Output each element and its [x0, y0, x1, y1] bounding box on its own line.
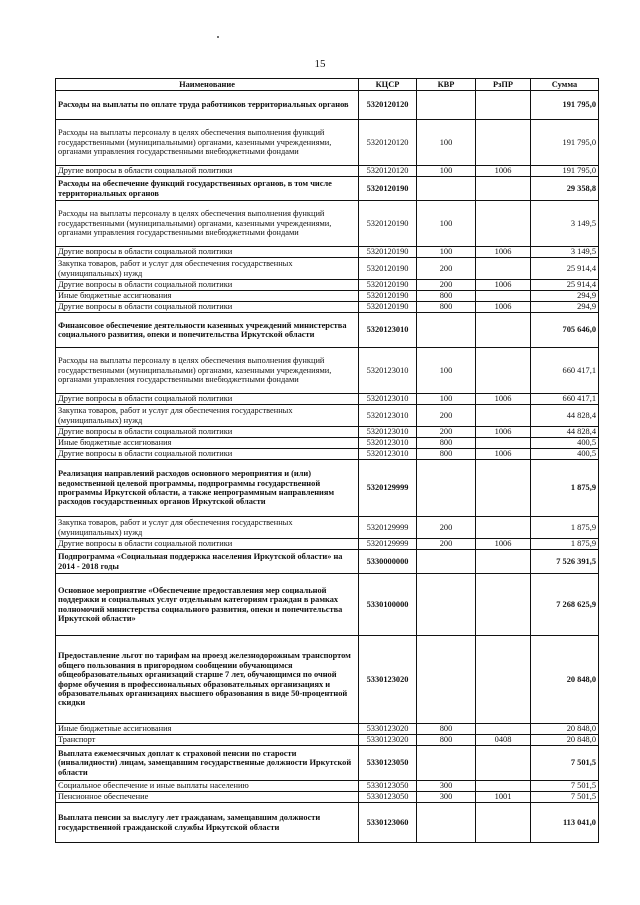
- cell-name: Выплата пенсии за выслугу лет гражданам, замещавшим должности государственной гражданской службы Иркутской области: [56, 803, 359, 843]
- table-row: [56, 394, 599, 405]
- cell-kvr: 800: [417, 291, 476, 302]
- cell-rzpr: 1006: [476, 449, 531, 460]
- table-body: [56, 91, 599, 843]
- cell-kvr: 100: [417, 348, 476, 394]
- cell-kcsr: 5320120190: [359, 177, 417, 201]
- cell-sum: 29 358,8: [531, 177, 599, 201]
- cell-kcsr: 5320123010: [359, 348, 417, 394]
- cell-name: Иные бюджетные ассигнования: [56, 724, 359, 735]
- cell-rzpr: [476, 348, 531, 394]
- cell-kcsr: 5320120190: [359, 280, 417, 291]
- table-row: [56, 735, 599, 746]
- header-kcsr: КЦСР: [359, 79, 417, 91]
- cell-rzpr: 1006: [476, 280, 531, 291]
- table-row: [56, 449, 599, 460]
- cell-name: Подпрограмма «Социальная поддержка населения Иркутской области» на 2014 - 2018 годы: [56, 550, 359, 574]
- cell-sum: 400,5: [531, 438, 599, 449]
- cell-name: Расходы на выплаты персоналу в целях обеспечения выполнения функций государственными (муниципальными) органами, казенными учреждениями, органами управления государственными внебюджетными фондами: [56, 120, 359, 166]
- cell-name: Расходы на обеспечение функций государственных органов, в том числе территориальных органов: [56, 177, 359, 201]
- cell-kcsr: 5320120120: [359, 120, 417, 166]
- cell-kvr: [417, 803, 476, 843]
- cell-kcsr: 5320129999: [359, 460, 417, 517]
- cell-name: Реализация направлений расходов основного мероприятия и (или) ведомственной целевой программы, подпрограммы государственной программы Иркутской области, а также непрограммным направлениям расходов государственных органов Иркутской области: [56, 460, 359, 517]
- cell-kcsr: 5320120190: [359, 247, 417, 258]
- table-row: [56, 460, 599, 517]
- table-row: [56, 302, 599, 313]
- cell-kcsr: 5330123060: [359, 803, 417, 843]
- table-row: [56, 574, 599, 636]
- cell-name: Другие вопросы в области социальной политики: [56, 302, 359, 313]
- cell-sum: 705 646,0: [531, 313, 599, 348]
- table-row: [56, 348, 599, 394]
- cell-kvr: 800: [417, 302, 476, 313]
- cell-name: Социальное обеспечение и иные выплаты населению: [56, 781, 359, 792]
- table-row: [56, 201, 599, 247]
- table-row: [56, 550, 599, 574]
- cell-kcsr: 5330123020: [359, 724, 417, 735]
- cell-name: Транспорт: [56, 735, 359, 746]
- cell-rzpr: [476, 460, 531, 517]
- cell-sum: 7 526 391,5: [531, 550, 599, 574]
- cell-kvr: [417, 91, 476, 120]
- cell-sum: 20 848,0: [531, 724, 599, 735]
- cell-kvr: 200: [417, 405, 476, 427]
- cell-kcsr: 5330123050: [359, 781, 417, 792]
- cell-rzpr: [476, 550, 531, 574]
- cell-name: Выплата ежемесячных доплат к страховой пенсии по старости (инвалидности) лицам, замещавшим государственные должности Иркутской области: [56, 746, 359, 781]
- cell-kcsr: 5320120190: [359, 201, 417, 247]
- cell-kcsr: 5320120120: [359, 166, 417, 177]
- table-row: [56, 517, 599, 539]
- cell-name: Основное мероприятие «Обеспечение предоставления мер социальной поддержки и социальных услуг отдельным категориям граждан в рамках полномочий министерства социального развития, опеки и попечительства Иркутской области»: [56, 574, 359, 636]
- header-sum: Сумма: [531, 79, 599, 91]
- cell-kvr: 200: [417, 258, 476, 280]
- table-row: [56, 724, 599, 735]
- cell-rzpr: [476, 405, 531, 427]
- cell-rzpr: 1006: [476, 394, 531, 405]
- cell-sum: 7 501,5: [531, 746, 599, 781]
- cell-rzpr: [476, 313, 531, 348]
- cell-sum: 44 828,4: [531, 405, 599, 427]
- cell-kcsr: 5320120120: [359, 91, 417, 120]
- cell-rzpr: [476, 438, 531, 449]
- cell-sum: 400,5: [531, 449, 599, 460]
- cell-name: Закупка товаров, работ и услуг для обеспечения государственных (муниципальных) нужд: [56, 517, 359, 539]
- cell-kcsr: 5320123010: [359, 313, 417, 348]
- cell-sum: 25 914,4: [531, 258, 599, 280]
- cell-name: Другие вопросы в области социальной политики: [56, 427, 359, 438]
- table-row: [56, 247, 599, 258]
- cell-kvr: 300: [417, 792, 476, 803]
- cell-kcsr: 5320123010: [359, 394, 417, 405]
- cell-name: Другие вопросы в области социальной политики: [56, 280, 359, 291]
- cell-name: Другие вопросы в области социальной политики: [56, 539, 359, 550]
- cell-sum: 191 795,0: [531, 91, 599, 120]
- cell-rzpr: [476, 781, 531, 792]
- cell-rzpr: [476, 746, 531, 781]
- table-row: [56, 438, 599, 449]
- table-row: [56, 746, 599, 781]
- cell-sum: 1 875,9: [531, 539, 599, 550]
- cell-sum: 20 848,0: [531, 735, 599, 746]
- cell-sum: 25 914,4: [531, 280, 599, 291]
- cell-kvr: [417, 574, 476, 636]
- cell-sum: 113 041,0: [531, 803, 599, 843]
- table-row: [56, 280, 599, 291]
- table-row: [56, 803, 599, 843]
- cell-kvr: [417, 550, 476, 574]
- cell-sum: 191 795,0: [531, 120, 599, 166]
- table-row: [56, 258, 599, 280]
- cell-kcsr: 5320120190: [359, 291, 417, 302]
- cell-kcsr: 5320120190: [359, 302, 417, 313]
- table-header-row: [56, 79, 599, 91]
- cell-kvr: 200: [417, 517, 476, 539]
- cell-rzpr: [476, 177, 531, 201]
- table-row: [56, 636, 599, 724]
- table-row: [56, 792, 599, 803]
- cell-kvr: 300: [417, 781, 476, 792]
- cell-sum: 294,9: [531, 302, 599, 313]
- cell-sum: 7 501,5: [531, 792, 599, 803]
- header-rzpr: РзПР: [476, 79, 531, 91]
- cell-sum: 7 268 625,9: [531, 574, 599, 636]
- cell-kvr: 200: [417, 539, 476, 550]
- cell-sum: 294,9: [531, 291, 599, 302]
- cell-rzpr: [476, 120, 531, 166]
- cell-kvr: 800: [417, 449, 476, 460]
- cell-rzpr: 0408: [476, 735, 531, 746]
- cell-rzpr: 1006: [476, 166, 531, 177]
- table-row: [56, 539, 599, 550]
- cell-kcsr: 5320120190: [359, 258, 417, 280]
- table-row: [56, 177, 599, 201]
- cell-kvr: [417, 460, 476, 517]
- cell-name: Закупка товаров, работ и услуг для обеспечения государственных (муниципальных) нужд: [56, 405, 359, 427]
- cell-rzpr: [476, 91, 531, 120]
- cell-rzpr: 1001: [476, 792, 531, 803]
- cell-kvr: 100: [417, 166, 476, 177]
- cell-kvr: [417, 177, 476, 201]
- cell-name: Другие вопросы в области социальной политики: [56, 449, 359, 460]
- table-row: [56, 166, 599, 177]
- cell-kcsr: 5320129999: [359, 539, 417, 550]
- cell-name: Другие вопросы в области социальной политики: [56, 166, 359, 177]
- header-name: Наименование: [56, 79, 359, 91]
- cell-kvr: [417, 636, 476, 724]
- cell-sum: 660 417,1: [531, 394, 599, 405]
- cell-sum: 20 848,0: [531, 636, 599, 724]
- cell-name: Пенсионное обеспечение: [56, 792, 359, 803]
- budget-table: [55, 78, 599, 843]
- cell-kvr: 800: [417, 438, 476, 449]
- cell-kvr: 100: [417, 247, 476, 258]
- cell-rzpr: [476, 291, 531, 302]
- cell-sum: 191 795,0: [531, 166, 599, 177]
- cell-kvr: 800: [417, 724, 476, 735]
- cell-kcsr: 5320123010: [359, 449, 417, 460]
- cell-kcsr: 5330123020: [359, 735, 417, 746]
- table-row: [56, 405, 599, 427]
- cell-rzpr: [476, 574, 531, 636]
- cell-kvr: 200: [417, 280, 476, 291]
- cell-kvr: 200: [417, 427, 476, 438]
- page-number: 15: [314, 58, 326, 70]
- cell-rzpr: 1006: [476, 302, 531, 313]
- table-row: [56, 91, 599, 120]
- cell-name: Иные бюджетные ассигнования: [56, 438, 359, 449]
- scan-speck: [217, 36, 219, 38]
- cell-kcsr: 5320123010: [359, 427, 417, 438]
- cell-rzpr: [476, 803, 531, 843]
- cell-rzpr: 1006: [476, 247, 531, 258]
- table-row: [56, 291, 599, 302]
- table-row: [56, 427, 599, 438]
- cell-kcsr: 5330123050: [359, 746, 417, 781]
- cell-kvr: [417, 313, 476, 348]
- cell-name: Предоставление льгот по тарифам на проезд железнодорожным транспортом общего пользования в пригородном сообщении обучающимся общеобразовательных организаций старше 7 лет, обучающимся по очной форме обучения в профессиональных образовательных организациях и образовательных организациях высшего образования в виде 50-процентной скидки: [56, 636, 359, 724]
- cell-rzpr: 1006: [476, 539, 531, 550]
- cell-kvr: 100: [417, 201, 476, 247]
- cell-kcsr: 5330100000: [359, 574, 417, 636]
- cell-kcsr: 5330000000: [359, 550, 417, 574]
- cell-rzpr: 1006: [476, 427, 531, 438]
- cell-kcsr: 5320123010: [359, 438, 417, 449]
- cell-kcsr: 5320129999: [359, 517, 417, 539]
- cell-name: Закупка товаров, работ и услуг для обеспечения государственных (муниципальных) нужд: [56, 258, 359, 280]
- cell-name: Расходы на выплаты персоналу в целях обеспечения выполнения функций государственными (муниципальными) органами, казенными учреждениями, органами управления государственными внебюджетными фондами: [56, 348, 359, 394]
- cell-sum: 1 875,9: [531, 460, 599, 517]
- cell-kcsr: 5330123020: [359, 636, 417, 724]
- cell-rzpr: [476, 258, 531, 280]
- cell-kvr: 800: [417, 735, 476, 746]
- cell-sum: 1 875,9: [531, 517, 599, 539]
- cell-name: Финансовое обеспечение деятельности казенных учреждений министерства социального развития, опеки и попечительства Иркутской области: [56, 313, 359, 348]
- table-row: [56, 781, 599, 792]
- header-kvr: КВР: [417, 79, 476, 91]
- table-row: [56, 120, 599, 166]
- cell-rzpr: [476, 201, 531, 247]
- cell-sum: 44 828,4: [531, 427, 599, 438]
- cell-sum: 7 501,5: [531, 781, 599, 792]
- cell-kvr: 100: [417, 120, 476, 166]
- cell-kcsr: 5330123050: [359, 792, 417, 803]
- cell-rzpr: [476, 636, 531, 724]
- cell-rzpr: [476, 724, 531, 735]
- cell-rzpr: [476, 517, 531, 539]
- cell-name: Другие вопросы в области социальной политики: [56, 394, 359, 405]
- cell-kvr: [417, 746, 476, 781]
- cell-name: Расходы на выплаты по оплате труда работников территориальных органов: [56, 91, 359, 120]
- cell-sum: 3 149,5: [531, 201, 599, 247]
- cell-kcsr: 5320123010: [359, 405, 417, 427]
- cell-kvr: 100: [417, 394, 476, 405]
- cell-sum: 3 149,5: [531, 247, 599, 258]
- cell-name: Расходы на выплаты персоналу в целях обеспечения выполнения функций государственными (муниципальными) органами, казенными учреждениями, органами управления государственными внебюджетными фондами: [56, 201, 359, 247]
- table-row: [56, 313, 599, 348]
- cell-name: Иные бюджетные ассигнования: [56, 291, 359, 302]
- cell-name: Другие вопросы в области социальной политики: [56, 247, 359, 258]
- cell-sum: 660 417,1: [531, 348, 599, 394]
